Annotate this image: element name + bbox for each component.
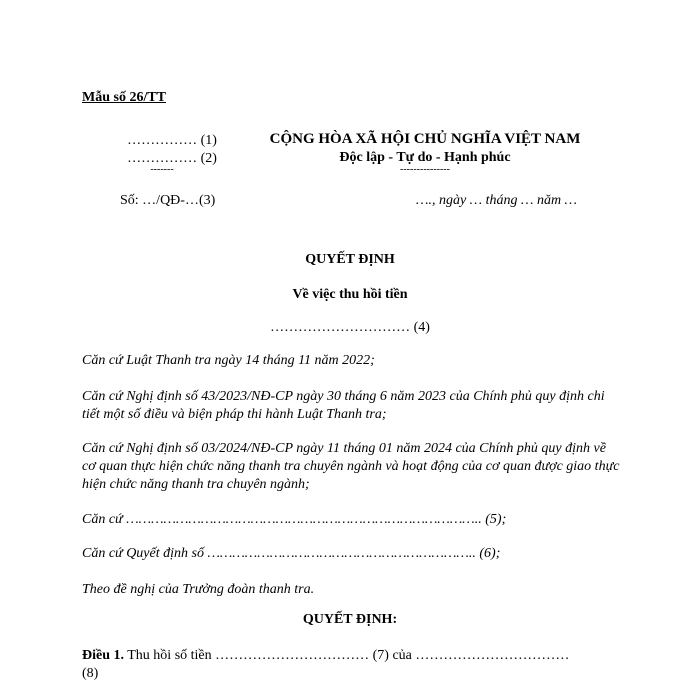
article-1-text: Thu hồi số tiền …………………………… (7) của ……………………………: [124, 648, 570, 663]
document-number: Số: …/QĐ-…(3): [120, 193, 216, 208]
document-title: QUYẾT ĐỊNH: [305, 252, 395, 267]
form-code: Mẫu số 26/TT: [82, 90, 167, 105]
basis-other: Căn cứ ………………………………………………………………………….. (5);: [82, 512, 507, 527]
document-subject: Về việc thu hồi tiền: [292, 287, 408, 302]
article-1: [82, 648, 569, 664]
basis-proposal: Theo đề nghị của Trưởng đoàn thanh tra.: [82, 582, 315, 597]
date-line: …., ngày … tháng … năm …: [416, 193, 578, 208]
article-1-label: Điều 1.: [82, 648, 124, 663]
basis-decree-43: Căn cứ Nghị định số 43/2023/NĐ-CP ngày 30 tháng 6 năm 2023 của Chính phủ quy định chi tiết một số điều và biện pháp thi hành Luật Thanh tra;: [82, 389, 605, 422]
agency-rule: -------: [150, 164, 174, 175]
agency-line-2: …………… (2): [127, 151, 217, 166]
agency-line-1: …………… (1): [127, 133, 217, 148]
basis-decision: Căn cứ Quyết định số ……………………………………………………….. (6);: [82, 546, 501, 561]
basis-decree-03: Căn cứ Nghị định số 03/2024/NĐ-CP ngày 11 tháng 01 năm 2024 của Chính phủ quy định về cơ quan thực hiện chức năng thanh tra chuyên ngành và hoạt động của cơ quan được giao thực hiện chức năng thanh tra chuyên ngành;: [82, 441, 620, 492]
issuer-line: ………………………… (4): [270, 320, 430, 335]
article-1-continuation: (8): [82, 666, 99, 681]
basis-law: Căn cứ Luật Thanh tra ngày 14 tháng 11 năm 2022;: [82, 353, 375, 368]
decision-heading: QUYẾT ĐỊNH:: [302, 612, 398, 627]
motto-rule: ---------------: [400, 164, 450, 175]
country-name: CỘNG HÒA XÃ HỘI CHỦ NGHĨA VIỆT NAM: [269, 131, 581, 147]
motto: Độc lập - Tự do - Hạnh phúc: [339, 150, 511, 165]
